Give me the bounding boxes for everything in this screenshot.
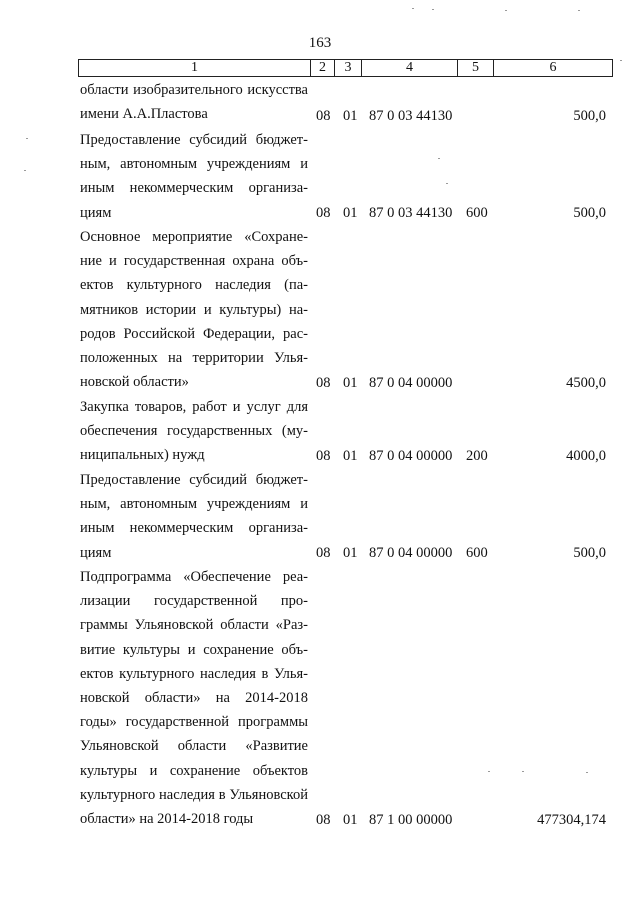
page-number: 163 bbox=[308, 35, 332, 51]
row-col-2: 08 bbox=[316, 107, 331, 124]
row-col-6: 4500,0 bbox=[566, 374, 606, 391]
scan-speck bbox=[488, 771, 490, 772]
row-col-4: 87 1 00 00000 bbox=[369, 811, 453, 828]
row-col-3: 01 bbox=[343, 107, 358, 124]
table-row bbox=[0, 468, 640, 565]
row-col-6: 500,0 bbox=[573, 544, 606, 561]
row-col-2: 08 bbox=[316, 544, 331, 561]
table-row bbox=[0, 128, 640, 225]
scan-speck bbox=[412, 8, 414, 9]
row-col-6: 4000,0 bbox=[566, 447, 606, 464]
row-col-2: 08 bbox=[316, 811, 331, 828]
row-description: Закупка товаров, работ и услуг для обеспечения государственных (муниципальных) нужд bbox=[80, 399, 308, 464]
row-col-4: 87 0 04 00000 bbox=[369, 544, 453, 561]
row-description: Предоставление субсидий бюджетным, автономным учреждениям и иным некоммерческим организациям bbox=[80, 132, 308, 221]
header-col-2: 2 bbox=[311, 60, 335, 76]
header-col-4: 4 bbox=[362, 60, 458, 76]
row-col-6: 477304,174 bbox=[537, 811, 606, 828]
row-col-2: 08 bbox=[316, 447, 331, 464]
row-description: Предоставление субсидий бюджетным, автономным учреждениям и иным некоммерческим организациям bbox=[80, 472, 308, 561]
row-col-3: 01 bbox=[343, 811, 358, 828]
scan-speck bbox=[446, 183, 448, 184]
table-row bbox=[0, 395, 640, 468]
scan-speck bbox=[522, 771, 524, 772]
header-col-3: 3 bbox=[335, 60, 362, 76]
row-col-3: 01 bbox=[343, 204, 358, 221]
scan-speck bbox=[586, 772, 588, 773]
row-col-6: 500,0 bbox=[573, 107, 606, 124]
scan-speck bbox=[432, 9, 434, 10]
row-col-4: 87 0 03 44130 bbox=[369, 204, 453, 221]
table-row bbox=[0, 565, 640, 832]
scan-speck bbox=[26, 138, 28, 139]
header-col-6: 6 bbox=[549, 60, 557, 75]
row-col-5: 600 bbox=[466, 544, 488, 561]
scan-speck bbox=[578, 10, 580, 11]
row-description: области изобразительного искусства имени А.А.Пластова bbox=[80, 82, 308, 123]
row-col-4: 87 0 03 44130 bbox=[369, 107, 453, 124]
row-col-2: 08 bbox=[316, 374, 331, 391]
row-col-5: 600 bbox=[466, 204, 488, 221]
row-col-5: 200 bbox=[466, 447, 488, 464]
scan-speck bbox=[24, 170, 26, 171]
header-col-1: 1 bbox=[79, 60, 311, 76]
table-body bbox=[0, 78, 640, 832]
table-row bbox=[0, 78, 640, 128]
row-col-4: 87 0 04 00000 bbox=[369, 447, 453, 464]
row-description: Подпрограмма «Обеспечение реализации государственной программы Ульяновской области «Развитие культуры и сохранение объектов культурного наследия в Ульяновской области» на 2014-2018 годы» государственной программы Ульяновской области «Развитие культуры и сохранение объектов культурного наследия в Ульяновской области» на 2014-2018 годы bbox=[80, 569, 308, 828]
row-col-3: 01 bbox=[343, 544, 358, 561]
row-col-3: 01 bbox=[343, 447, 358, 464]
header-col-5: 5 bbox=[458, 60, 494, 76]
row-col-3: 01 bbox=[343, 374, 358, 391]
table-header bbox=[78, 59, 613, 77]
row-col-4: 87 0 04 00000 bbox=[369, 374, 453, 391]
scan-speck bbox=[505, 10, 507, 11]
scan-speck bbox=[438, 158, 440, 159]
table-row bbox=[0, 225, 640, 395]
row-description: Основное мероприятие «Сохранение и государственная охрана объектов культурного наследия (памятников истории и культуры) народов Российской Федерации, расположенных на территории Ульяновской области» bbox=[80, 229, 308, 391]
row-col-2: 08 bbox=[316, 204, 331, 221]
row-col-6: 500,0 bbox=[573, 204, 606, 221]
scan-speck bbox=[620, 60, 622, 61]
